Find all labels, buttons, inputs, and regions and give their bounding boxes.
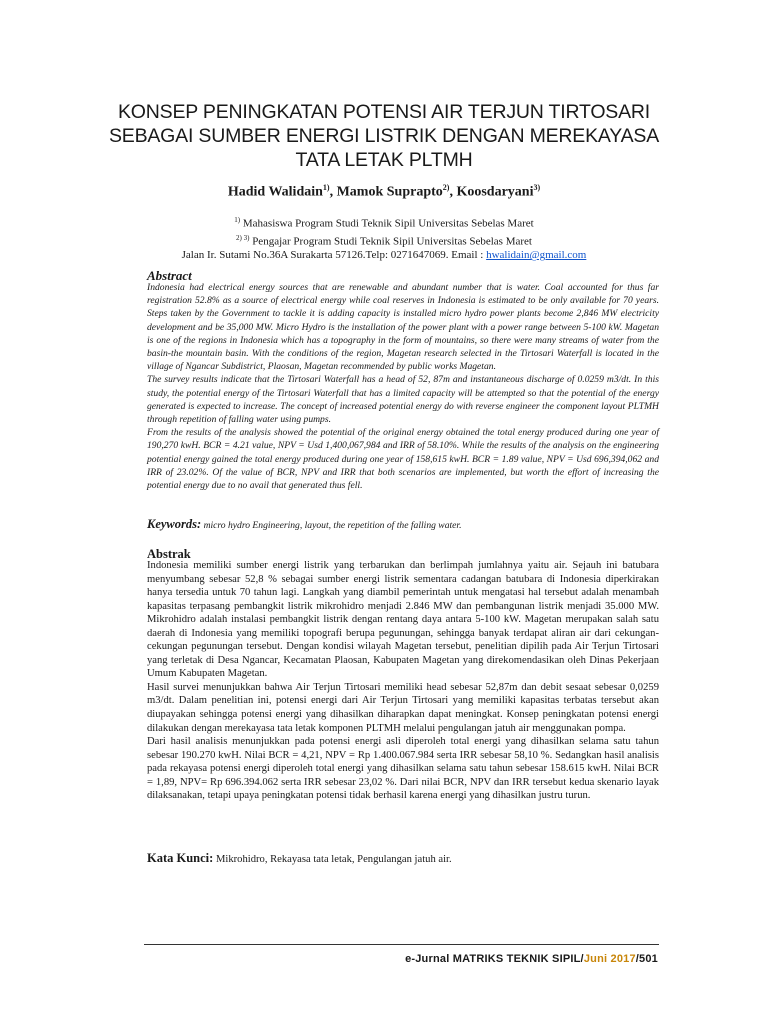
address-text: Jalan Ir. Sutami No.36A Surakarta 57126.Telp: 0271647069. Email : bbox=[181, 249, 487, 262]
title-line: SEBAGAI SUMBER ENERGI LISTRIK DENGAN MEREKAYASA bbox=[108, 125, 660, 147]
affil-marker: 2) 3) bbox=[236, 233, 250, 242]
author-name: Mamok Suprapto bbox=[336, 184, 443, 200]
author-separator: , bbox=[449, 184, 457, 200]
journal-issue: Juni 2017 bbox=[583, 953, 636, 965]
email-link[interactable]: hwalidain@gmail.com bbox=[486, 249, 587, 262]
abstrak-heading: Abstrak bbox=[147, 547, 191, 561]
abstract-paragraph: Indonesia had electrical energy sources that are renewable and abundant number that is water. Coal accounted for thus far registration 52.8% as a source of electrical energy while coal reserves in Indonesia is estimated to be only available for 70 years. Steps taken by the Government to tackle it is adding capacity is installed micro hydro power plants become 2,846 MW electricity development and be 35,000 MW. Micro Hydro is the installation of the power plant with a power range between 5-100 kW. Magetan is one of the regions in Indonesia which has a topography in the form of mountains, so there were many streams of water from the basin-the mountain basin. With the conditions of the region, Magetan research selected in the Tirtosari Waterfall is located in the village of Ngancar Subdistrict, Plaosan, Magetan recommended by public works Magetan. bbox=[147, 282, 659, 373]
affiliation-line bbox=[0, 231, 768, 249]
keywords-line bbox=[147, 517, 659, 532]
abstrak-paragraph: Dari hasil analisis menunjukkan pada potensi energi asli diperoleh total energi yang dihasilkan selama satu tahun sebesar 190.270 kwH. Nilai BCR = 4,21, NPV = Rp 1.400.067.984 serta IRR sebesar 58,10 %. Sedangkan hasil analisis pada rekayasa potensi energi diperoleh total energi yang dihasilkan selama satu tahun sebesar 158.615 kwH. Nilai BCR = 1,89, NPV= Rp 696.394.062 serta IRR sebesar 23,02 %. Dari nilai BCR, NPV dan IRR tersebut kedua skenario layak dilaksanakan, tetapi upaya peningkatan potensi tidak berhasil karena energi yang dihasilkan justru turun. bbox=[147, 736, 659, 802]
kata-kunci-line bbox=[147, 851, 659, 866]
keywords-label: Keywords: bbox=[147, 517, 202, 531]
journal-name: e-Jurnal MATRIKS TEKNIK SIPIL/ bbox=[405, 953, 584, 965]
author-name: Koosdaryani bbox=[456, 184, 534, 200]
affiliations bbox=[0, 213, 768, 262]
abstrak-paragraph: Indonesia memiliki sumber energi listrik yang terbarukan dan berlimpah jumlahnya yaitu air. Sejauh ini batubara menyumbang sebesar 52,8 % sebagai sumber energi listrik sementara cadangan batubara di Indonesia diperkirakan hanya tersedia untuk 70 tahun lagi. Langkah yang diambil pemerintah untuk mengatasi hal tersebut adalah menambah kapasitas terpasang pembangkit listrik mikrohidro menjadi 2.846 MW dan pembangunan listrik menjadi 35.000 MW. Mikrohidro adalah instalasi pembangkit listrik dengan rentang daya antara 5-100 kW. Magetan merupakan salah satu daerah di Indonesia yang memiliki topografi berupa pegunungan, sehingga banyak terdapat aliran air dari cekungan-cekungan pegunungan tersebut. Dengan kondisi wilayah Magetan tersebut, penelitian dipilih pada Air Terjun Tirtosari yang terletak di Desa Ngancar, Kecamatan Plaosan, Kabupaten Magetan yang direkomendasikan oleh Dinas Pekerjaan Umum Kabupaten Magetan. bbox=[147, 560, 659, 680]
author-affil-marker: 1) bbox=[322, 183, 330, 192]
address-line bbox=[0, 248, 768, 262]
footer-divider bbox=[144, 944, 659, 945]
kata-kunci-text: Mikrohidro, Rekayasa tata letak, Pengulangan jatuh air. bbox=[213, 854, 452, 865]
abstrak-paragraph: Hasil survei menunjukkan bahwa Air Terjun Tirtosari memiliki head sebesar 52,87m dan debit sesaat sebesar 0,0259 m3/dt. Dalam penelitian ini, potensi energi dari Air Terjun Tirtosari yang memiliki kapasitas terbatas tersebut akan diupayakan sehingga potensi energi yang dihasilkan diharapkan dapat meningkat. Konsep peningkatan potensi energi dilakukan dengan merekayasa tata letak komponen PLTMH melalui pengulangan jatuh air menggunakan pompa. bbox=[147, 681, 659, 734]
affiliation-line bbox=[0, 213, 768, 231]
affil-marker: 1) bbox=[234, 216, 241, 224]
abstract-heading: Abstract bbox=[147, 268, 192, 283]
title-line: KONSEP PENINGKATAN POTENSI AIR TERJUN TIRTOSARI bbox=[117, 101, 651, 123]
kata-kunci-label: Kata Kunci: bbox=[147, 851, 214, 865]
abstrak-indonesian-body bbox=[147, 559, 659, 803]
abstract-english-body bbox=[147, 281, 659, 492]
author-name: Hadid Walidain bbox=[227, 184, 323, 200]
abstract-paragraph: The survey results indicate that the Tirtosari Waterfall has a head of 52, 87m and instantaneous discharge of 0.0259 m3/dt. In this study, the potential energy of the Tirtosari Waterfall that has a limited capacity will be attempted so that the potential of the energy generated is expected to increase. The concept of increased potential energy do with reverse engineer the component layout PLTMH through repetition of falling water using pumps. bbox=[147, 374, 659, 426]
journal-footer bbox=[405, 953, 658, 965]
author-separator: , bbox=[329, 184, 337, 200]
keywords-text: micro hydro Engineering, layout, the repetition of the falling water. bbox=[201, 520, 462, 531]
paper-title bbox=[100, 100, 668, 172]
affil-text: Mahasiswa Program Studi Teknik Sipil Universitas Sebelas Maret bbox=[240, 217, 534, 230]
author-affil-marker: 3) bbox=[533, 183, 541, 192]
page-number: /501 bbox=[635, 953, 658, 965]
affil-text: Pengajar Program Studi Teknik Sipil Universitas Sebelas Maret bbox=[249, 235, 532, 248]
abstract-paragraph: From the results of the analysis showed the potential of the original energy obtained the total energy produced during one year of 190,270 kwH. BCR = 4.21 value, NPV = Usd 1,400,067,984 and IRR of 58.10%. While the results of the analysis on the engineering potential energy gained the total energy produced during one year of 158,615 kwH. BCR = 1.89 value, NPV = Usd 696,394,062 and IRR of 23.02%. Of the value of BCR, NPV and IRR that both scenarios are implemented, but worth the effort of increasing the potential energy due to no avail that generated thus fell. bbox=[147, 427, 659, 492]
author-affil-marker: 2) bbox=[442, 183, 450, 192]
author-list bbox=[0, 183, 768, 201]
title-line: TATA LETAK PLTMH bbox=[295, 149, 473, 171]
